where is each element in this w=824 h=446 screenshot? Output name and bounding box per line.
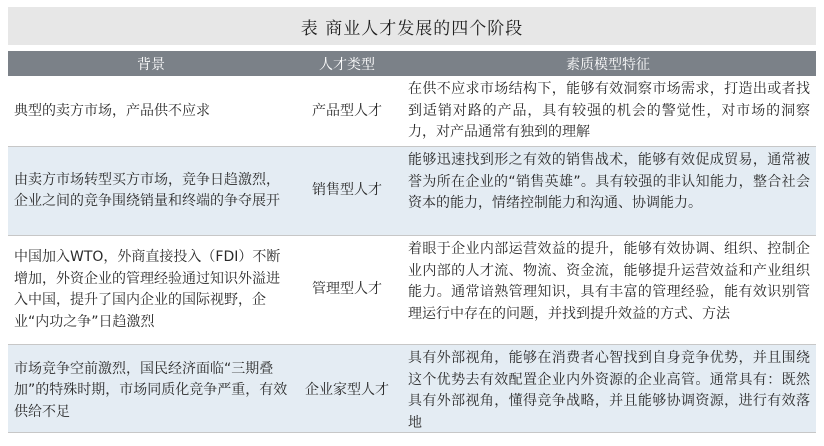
table-header [8, 51, 816, 76]
table-row [8, 76, 816, 147]
cell-talent-type: 管理型人才 [312, 281, 382, 298]
cell-traits: 具有外部视角，能够在消费者心智找到自身竞争优势，并且围绕这个优势去有效配置企业内外资源的企业高管。通常具有：既然具有外部视角，懂得竞争战略，并且能够协调资源，进行有效落地 [408, 350, 810, 431]
cell-talent-type: 企业家型人才 [305, 382, 389, 399]
cell-traits: 在供不应求市场结构下，能够有效洞察市场需求，打造出或者找到适销对路的产品，具有较强的机会的警觉性，对市场的洞察力，对产品通常有独到的理解 [408, 81, 810, 140]
cell-traits: 着眼于企业内部运营效益的提升，能够有效协调、组织、控制企业内部的人才流、物流、资金流，能够提升运营效益和产业组织能力。通常谙熟管理知识，具有丰富的管理经验，能有效识别管理运行中存在的问题，并找到提升效益的方式、方法 [408, 241, 810, 322]
cell-background: 市场竞争空前激烈，国民经济面临“三期叠加”的特殊时期，市场同质化竞争严重，有效供给不足 [14, 360, 288, 420]
table-title: 表 商业人才发展的四个阶段 [8, 7, 816, 45]
cell-talent-type: 销售型人才 [312, 182, 382, 199]
table-figure [8, 7, 816, 433]
cell-background: 中国加入WTO，外商直接投入（FDI）不断增加，外资企业的管理经验通过知识外溢进入中国，提升了国内企业的国际视野，企业“内功之争”日趋激烈 [14, 249, 281, 330]
cell-background: 由卖方市场转型买方市场，竞争日趋激烈，企业之间的竞争围绕销量和终端的争夺展开 [14, 171, 280, 209]
table-row [8, 236, 816, 345]
header-traits: 素质模型特征 [566, 56, 650, 73]
table-row [8, 345, 816, 433]
header-background: 背景 [137, 56, 165, 73]
cell-background: 典型的卖方市场，产品供不应求 [14, 102, 210, 119]
header-talent-type: 人才类型 [319, 56, 375, 73]
table-row [8, 147, 816, 236]
cell-talent-type: 产品型人才 [312, 102, 382, 119]
cell-traits: 能够迅速找到形之有效的销售战术，能够有效促成贸易，通常被誉为所在企业的“销售英雄”。具有较强的非认知能力，整合社会资本的能力，情绪控制能力和沟通、协调能力。 [408, 152, 810, 211]
